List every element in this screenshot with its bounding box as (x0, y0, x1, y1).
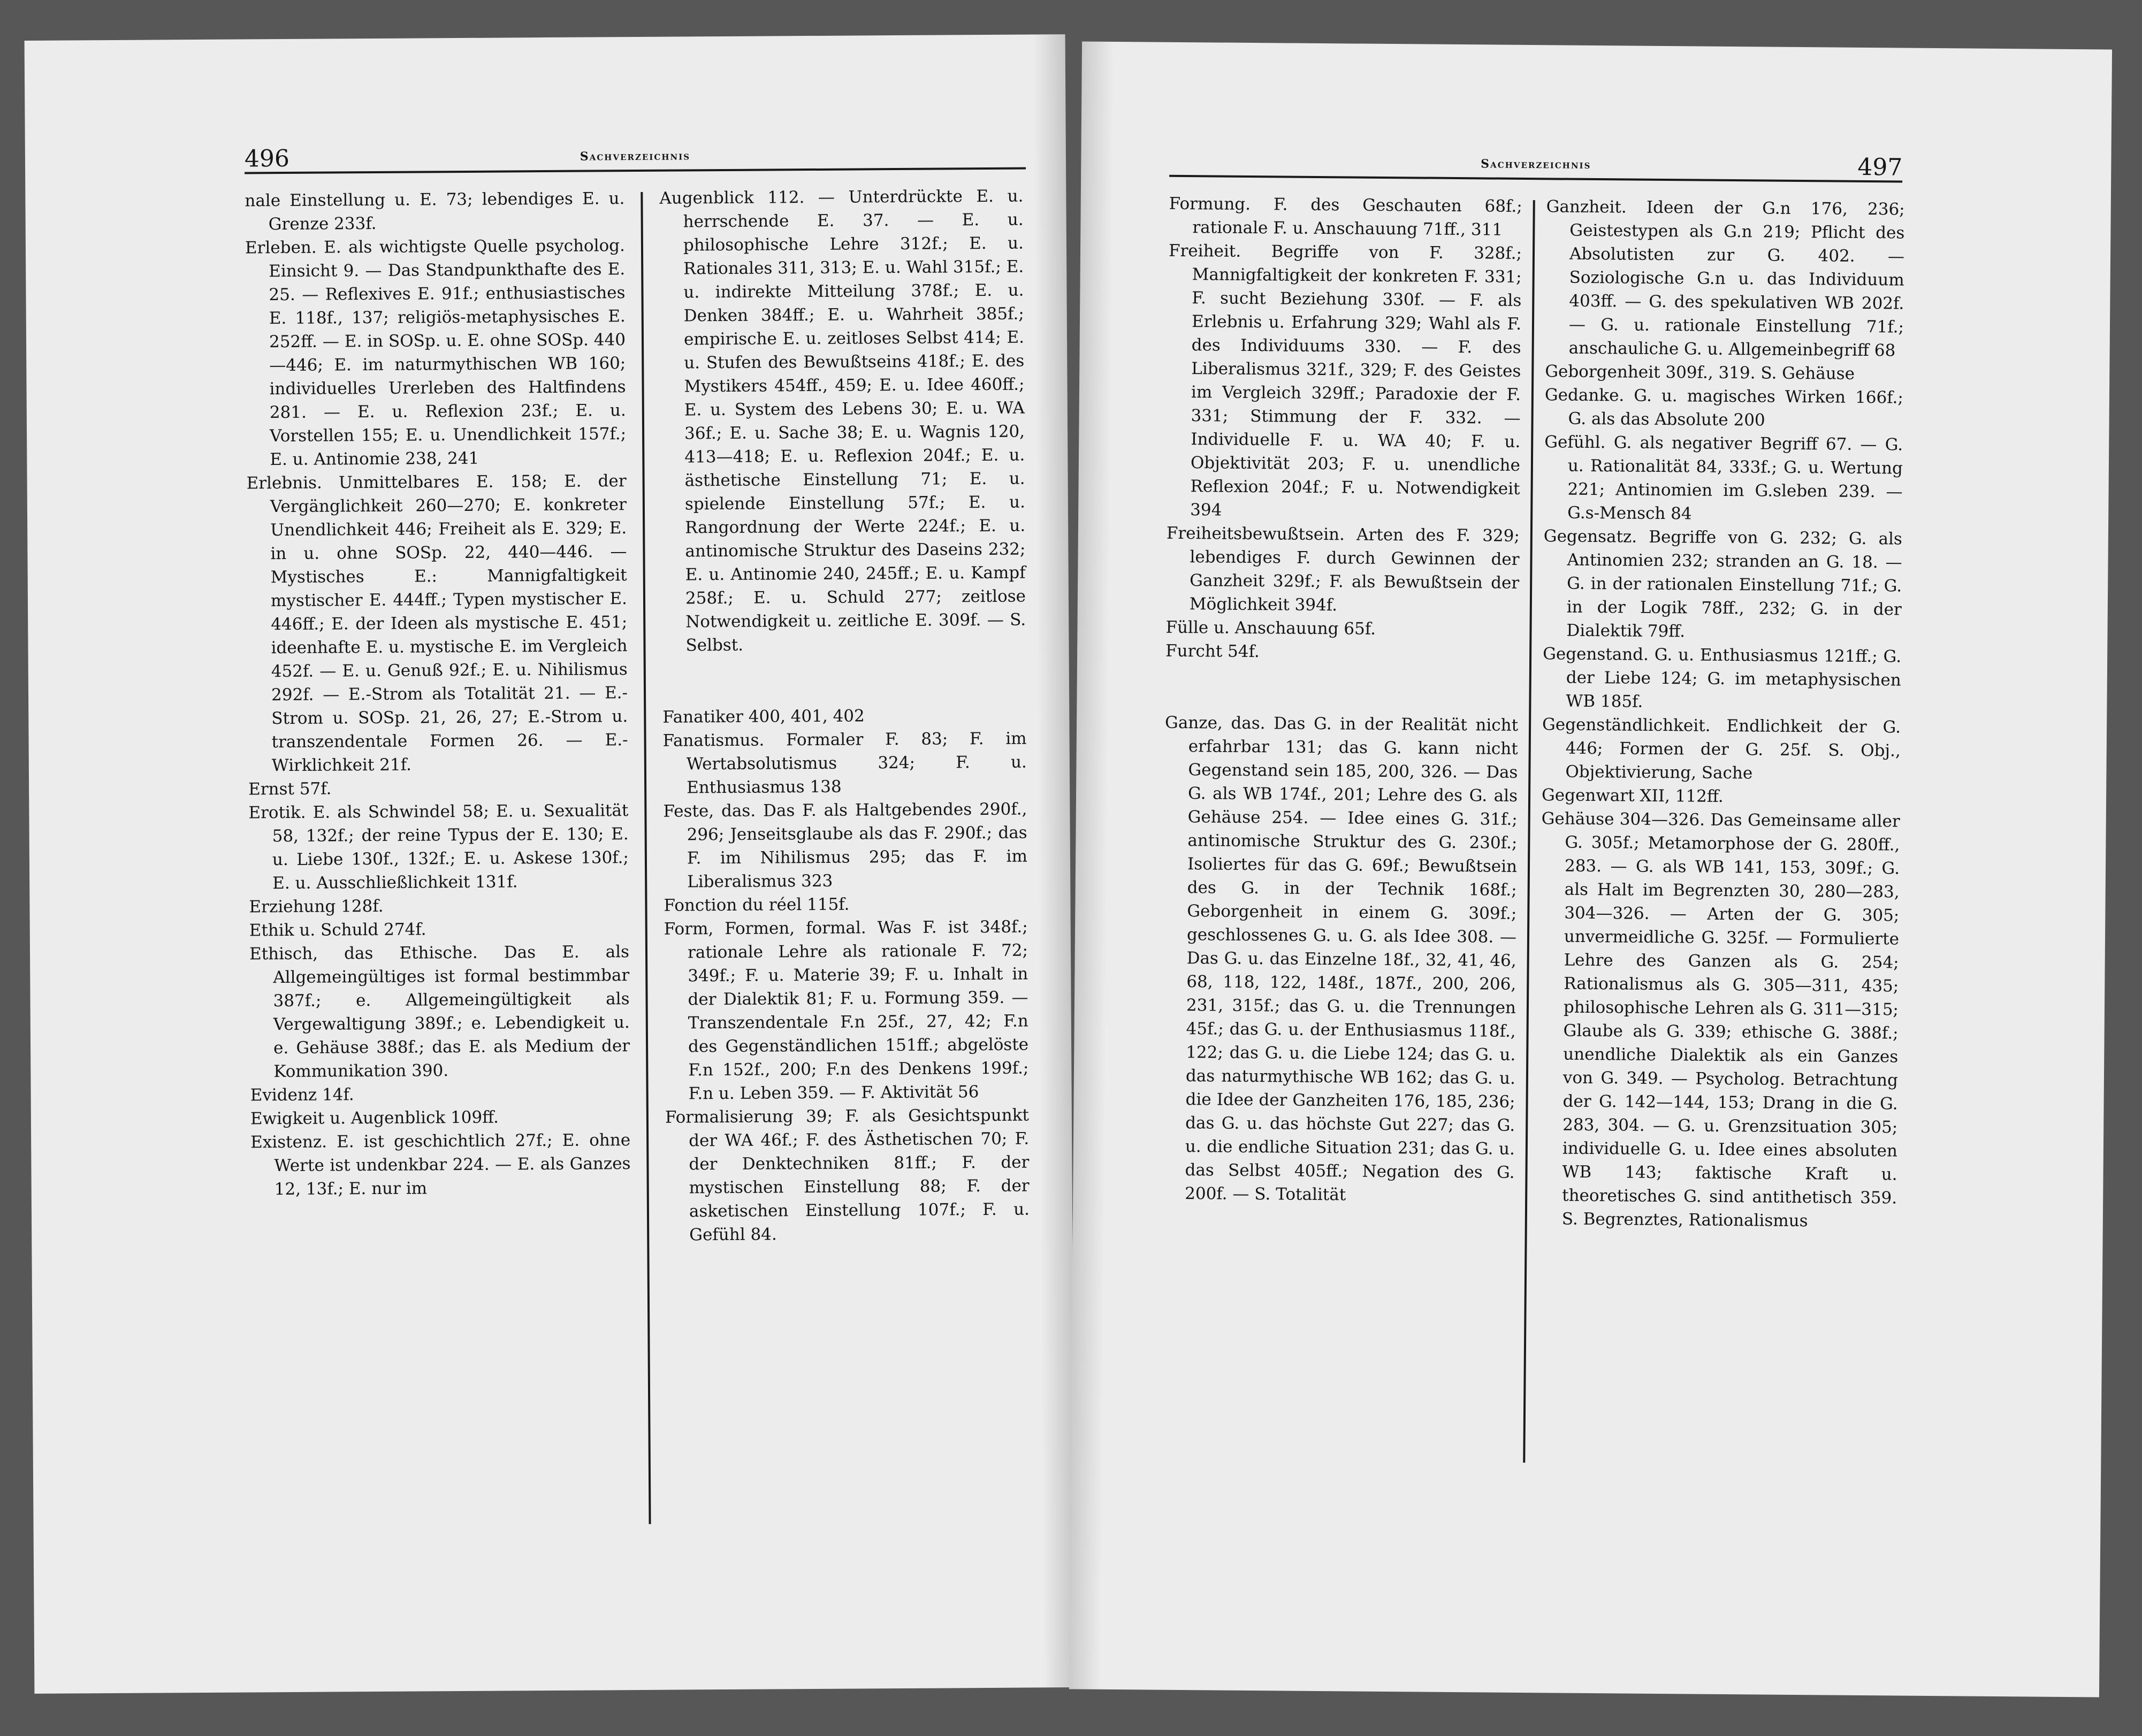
page-header (245, 136, 1026, 179)
column-rule (641, 192, 651, 1524)
index-entry: Augenblick 112. — Unterdrückte E. u. herrschende E. 37. — E. u. philosophische Lehre 312f.; E. u. Rationales 311, 313; E. u. Wahl 315f.; E. u. indirekte Mitteilung 378f.; E. u. Denken 384ff.; E. u. Wahrheit 385f.; empirische E. u. zeitloses Selbst 414; E. u. Stufen des Bewußtseins 418f.; E. des Mystikers 454ff., 459; E. u. Idee 460ff.; E. u. System des Lebens 30; E. u. WA 36f.; E. u. Sache 38; E. u. Wagnis 120, 413—418; E. u. Reflexion 204f.; E. u. ästhetische Einstellung 71; E. u. spielende Einstellung 57f.; E. u. Rangordnung der Werte 224f.; E. u. antinomische Struktur des Daseins 232; E. u. Antinomie 240, 245ff.; E. u. Kampf 258f.; E. u. Schuld 277; zeitlose Notwendigkeit u. zeitliche E. 309f. — S. Selbst. (659, 186, 1026, 655)
section-gap (1165, 663, 1519, 714)
gutter-shadow (1069, 41, 1114, 1689)
index-entry: Ernst 57f. (248, 779, 332, 799)
index-entry: Form, Formen, formal. Was F. ist 348f.; rationale Lehre als rationale F. 72; 349f.; F. u. Materie 39; F. u. Inhalt in der Dialektik 81; F. u. Formung 359. — Transzendentale F.n 25f., 27, 42; F.n des Gegenständlichen 151ff.; abgelöste F.n 152f., 200; F.n des Denkens 199f.; F.n u. Leben 359. — F. Aktivität 56 (664, 917, 1029, 1104)
index-entry: Gegensatz. Begriffe von G. 232; G. als Antinomien 232; stranden an G. 18. — G. in der rationalen Einstellung 71f.; G. in der Logik 78ff., 232; G. in der Dialektik 79ff. (1543, 526, 1903, 641)
index-entry: Formalisierung 39; F. als Gesichtspunkt der WA 46f.; F. des Ästhetischen 70; F. der Denktechniken 81ff.; F. der mystischen Einstellung 88; F. der asketischen Einstellung 107f.; F. u. Gefühl 84. (665, 1105, 1030, 1245)
section-gap (662, 655, 1027, 706)
index-entry: Ethisch, das Ethische. Das E. als Allgemeingültiges ist formal bestimmbar 387f.; e. Allgemeingültigkeit als Vergewaltigung 389f.; e. Lebendigkeit u. e. Gehäuse 388f.; das E. als Medium der Kommunikation 390. (249, 942, 630, 1082)
index-entry: Gegenstand. G. u. Enthusiasmus 121ff.; G. der Liebe 124; G. im metaphysischen WB 185f. (1543, 644, 1902, 712)
header-rule (245, 167, 1026, 174)
running-head: Sachverzeichnis (580, 149, 691, 164)
index-entry: Gehäuse 304—326. Das Gemeinsame aller G. 305f.; Metamorphose der G. 280ff., 283. — G. als WB 141, 153, 309f.; G. als Halt im Begrenzten 30, 280—283, 304—326. — Arten der G. 305; unvermeidliche G. 325f. — Formulierte Lehre des Ganzen als G. 254; Rationalismus als G. 305—311, 435; philosophische Lehren als G. 311—315; Glaube als G. 339; ethische G. 388f.; unendliche Dialektik als ein Ganzes von G. 349. — Psycholog. Betrachtung der G. 142—144, 153; Drang in die G. 283, 304. — G. u. Grenzsituation 305; individuelle G. u. Idee eines absoluten WB 143; faktische Kraft u. theoretisches G. sind antithetisch 359. S. Begrenztes, Rationalismus (1541, 809, 1900, 1231)
index-entry: Fanatismus. Formaler F. 83; F. im Wertabsolutismus 324; F. u. Enthusiasmus 138 (662, 729, 1027, 798)
index-entry: Erlebnis. Unmittelbares E. 158; E. der Vergänglichkeit 260—270; E. konkreter Unendlichkeit 446; Freiheit als E. 329; E. in u. ohne SOSp. 22, 440—446. — Mystisches E.: Mannigfaltigkeit mystischer E. 444ff.; Typen mystischer E. 446ff.; E. der Ideen als mystische E. 451; ideenhafte E. u. mystische E. im Vergleich 452f. — E. u. Genuß 92f.; E. u. Nihilismus 292f. — E.-Strom als Totalität 21. — E.-Strom u. SOSp. 21, 26, 27; E.-Strom u. transzendentale Formen 26. — E.-Wirklichkeit 21f. (246, 471, 628, 776)
index-entry: Ethik u. Schuld 274f. (249, 920, 426, 940)
index-entry: Ganze, das. Das G. in der Realität nicht erfahrbar 131; das G. kann nicht Gegenstand sein 185, 200, 326. — Das G. als WB 174f., 201; Lehre des G. als Gehäuse 254. — Idee eines G. 31f.; antinomische Struktur des G. 230f.; Isoliertes für das G. 69f.; Bewußtsein des G. in der Technik 168f.; Geborgenheit in einem G. 309f.; geschlossenes G. u. G. als Idee 308. — Das G. u. das Einzelne 18f., 32, 41, 46, 68, 118, 122, 148f., 187f., 200, 206, 231, 315f.; das G. u. die Trennungen 45f.; das G. u. der Enthusiasmus 118f., 122; das G. u. die Liebe 124; das G. u. das naturmythische WB 162; das G. u. die Idee der Ganzheiten 176, 185, 236; das G. u. das höchste Gut 227; das G. u. die endliche Situation 231; das G. u. das Selbst 405ff.; Negation des G. 200f. — S. Totalität (1164, 713, 1519, 1205)
gutter-shadow (1033, 34, 1076, 1687)
index-entry: Erziehung 128f. (249, 896, 384, 917)
index-entry: Ganzheit. Ideen der G.n 176, 236; Geistestypen als G.n 219; Pflicht des Absolutisten zur G. 402. — Soziologische G.n u. das Individuum 403ff. — G. des spekulativen WB 202f. — G. u. rationale Einstellung 71f.; anschauliche G. u. Allgemeinbegriff 68 (1546, 197, 1905, 361)
index-column-right (1536, 195, 1905, 1481)
index-entry: Ewigkeit u. Augenblick 109ff. (250, 1107, 499, 1129)
running-head: Sachverzeichnis (1481, 157, 1591, 172)
index-entry: Existenz. E. ist geschichtlich 27f.; E. ohne Werte ist undenkbar 224. — E. als Ganzes 12, 13f.; E. nur im (250, 1130, 631, 1199)
index-entry: Geborgenheit 309f., 319. S. Gehäuse (1545, 362, 1855, 384)
index-entry: Erotik. E. als Schwindel 58; E. u. Sexualität 58, 132f.; der reine Typus der E. 130; E. u. Liebe 130f., 132f.; E. u. Askese 130f.; E. u. Ausschließlichkeit 131f. (248, 801, 629, 893)
index-column-right (659, 185, 1032, 1556)
index-entry: Gegenständlichkeit. Endlichkeit der G. 446; Formen der G. 25f. S. Obj., Objektivierung, Sache (1542, 715, 1901, 783)
index-entry: Gegenwart XII, 112ff. (1541, 785, 1724, 806)
index-entry: Evidenz 14f. (250, 1085, 354, 1105)
index-column-left (245, 187, 633, 1558)
index-entry: Feste, das. Das F. als Haltgebendes 290f., 296; Jenseitsglaube als das F. 290f.; das F. im Nihilismus 295; das F. im Liberalismus 323 (663, 799, 1028, 892)
right-page (1069, 41, 2112, 1697)
index-entry: Erleben. E. als wichtigste Quelle psycholog. Einsicht 9. — Das Standpunkthafte des E. 25. — Reflexives E. 91f.; enthusiastisches E. 118f., 137; religiös-metaphysisches E. 252ff. — E. in SOSp. u. E. ohne SOSp. 440—446; E. im naturmythischen WB 160; individuelles Urerleben des Haltfindens 281. — E. u. Reflexion 23f.; E. u. Vorstellen 155; E. u. Unendlichkeit 157f.; E. u. Antinomie 238, 241 (245, 236, 627, 470)
header-rule (1169, 175, 1902, 183)
index-column-left (1159, 192, 1522, 1479)
index-entry: Fanatiker 400, 401, 402 (662, 706, 865, 727)
page-number: 497 (1857, 153, 1903, 181)
column-rule (1523, 200, 1535, 1463)
index-entry: Gefühl. G. als negativer Begriff 67. — G. u. Rationalität 84, 333f.; G. u. Wertung 221; Antinomien im G.sleben 239. — G.s-Mensch 84 (1544, 432, 1903, 524)
page-header (1169, 144, 1903, 187)
index-entry: Fülle u. Anschauung 65f. (1165, 617, 1376, 639)
page-number: 496 (244, 144, 290, 173)
index-entry: Fonction du réel 115f. (664, 894, 850, 915)
left-page (25, 34, 1076, 1694)
index-entry: Furcht 54f. (1165, 641, 1260, 662)
index-entry: Freiheitsbewußtsein. Arten des F. 329; lebendiges F. durch Gewinnen der Ganzheit 329f.; F. als Bewußtsein der Möglichkeit 394f. (1166, 523, 1520, 615)
index-entry: nale Einstellung u. E. 73; lebendiges E. u. Grenze 233f. (245, 189, 625, 234)
index-entry: Formung. F. des Geschauten 68f.; rationale F. u. Anschauung 71ff., 311 (1169, 194, 1522, 240)
index-entry: Gedanke. G. u. magisches Wirken 166f.; G. als das Absolute 200 (1544, 385, 1904, 430)
index-entry: Freiheit. Begriffe von F. 328f.; Mannigfaltigkeit der konkreten F. 331; F. sucht Beziehung 330f. — F. als Erlebnis u. Erfahrung 329; Wahl als F. des Individuums 330. — F. des Liberalismus 321f., 329; F. des Geistes im Vergleich 329ff.; Paradoxie der F. 331; Stimmung der F. 332. — Individuelle F. u. WA 40; F. u. Objektivität 203; F. u. unendliche Reflexion 204f.; F. u. Notwendigkeit 394 (1168, 241, 1522, 520)
